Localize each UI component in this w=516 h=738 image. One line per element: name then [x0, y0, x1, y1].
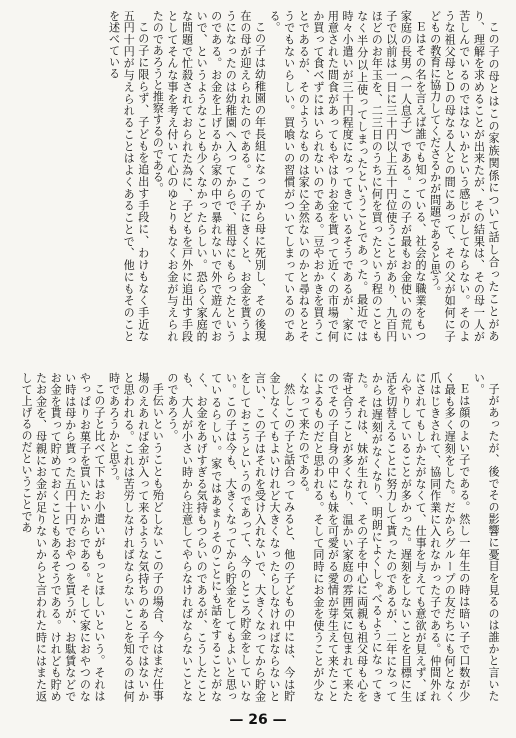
paragraph: この子と比べて下はお小遣いがもっとほしいという。それはやっぱりお菓子を買いたいからである。そして家におやつのない時は母から貰った五円十円でおやつを買うが、お駄賃などでお金を貰って貯めておくこともあるそうである。けれども貯めたお金を、母親にお金が足りないからと言われた時にはまた返して上げるのだということであ	[20, 372, 106, 702]
paragraph: 然しこの子と話合ってみると、他の子どもの中には、今は貯金しなくてもよいけれど大きくなったらしなければならないと言い、この子はそれを受け入れないで、大きくなってから貯金をしておこうというのであって、今のところ貯金をしていない。この子は今も、大きくなってから貯金をしてもよいと思っているらしい。家ではあまりそのことにも話をすることがなく、お金をあげすぎる気持もつらいのであるが、こうしたことも、大人が小さい時から注意してやらなければならないことなのであろう。	[165, 372, 296, 702]
paragraph: この子に限らず、子どもを追出す手段に、わけもなく手近な五円十円が与えられることはよくあることで、他にもそのことを述べている	[107, 10, 150, 342]
paragraph: 手伝いということも殆どしないこの子の場合、今はまだ仕事場のえあれば金が入って来るような気持ちのある子ではないかと思われる。これは苦労しなければならないことを知るのは何時であろうかと思う。	[107, 372, 165, 702]
paragraph: この子は幼稚園の年長組になってから母に死別し、その後現在の母が迎えられたのである。この子にきくと、お金を貰うようになったのは幼稚園へ入ってからで、祖母にもらったというのである。お金を上げるから家の中で暴れないで外で遊んでおいで、というようなことも少くなかったらしい。恐らく家庭的な問題で忙殺されておられた為に、子どもを戸外に追出す手段としてそんな事を考え付いて心のゆとりもなくお金が与えられたのであろうと推察するのである。	[151, 10, 267, 342]
paragraph: この子の母とはこの家族関係について話し合ったことがあり、理解を求めることが出来たが、その結果は、その母一人が苦しんでいるのではないかという感じがしてならない。そのような祖父母とＤの母なる人との間にあって、その父が如何に子どもの教育に協力してくださるかが問題であると思う。	[428, 10, 500, 342]
top-text-block	[10, 10, 500, 342]
page-number: — 26 —	[229, 712, 287, 728]
paragraph: Ｅは顔のよい子である。然し一年生の時は暗い子で口数が少く最も多く遅刻をした。だからグループの友だちにも何となく爪はじきされて、協同作業に入れなかった子である。仲間外れにされてもしかたがなくて、仕事を与えても意欲が見えず、ぼんやりしていることが多かった。遅刻をしないことを目標に生活を切替えることに努力して貰ったのであるが、二年になってからは遅刻がなくなり、明朗によくしゃべるようになってきた。それは、妹が生れて、その子を中心に両親も祖父母も心を寄せ合うことが多くなり、温かい家庭の雰囲気に包まれて来たのでその子自身の中にも妹を可愛がる愛情が芽生えて来たことによるものだと思われる。そして同時にお金を使うことが少なくなって来たのである。	[297, 372, 471, 702]
bottom-text-block	[10, 372, 500, 702]
paragraph: Ｅはその名を言えば誰でも知っている、社会的な職業をもつ家庭の長男（一人息子）である。この子が最もお金使いの荒い子で以前は一日に三十円以上五十円位使うことがあり、九百円ほどのお年玉を、二三日のうちに何を買ったという程のこともなく半分以上使ってしまったということであった。最近では時々小遣いが三十円程度になってきているそうであるが、家に用意された間食があってもやはりお金を貰って近くの市場で何か買って食べずにはいられないのである。豆やおかきを買うことであるが、そのようなものは家に全然ないのかと尋ねるとそうでもないらしい。買喰いの習慣がついてしまっているのである。	[268, 10, 428, 342]
paragraph: 子があったが、後でその影響に憂目を見るのは誰かと言いたい。	[472, 372, 500, 702]
